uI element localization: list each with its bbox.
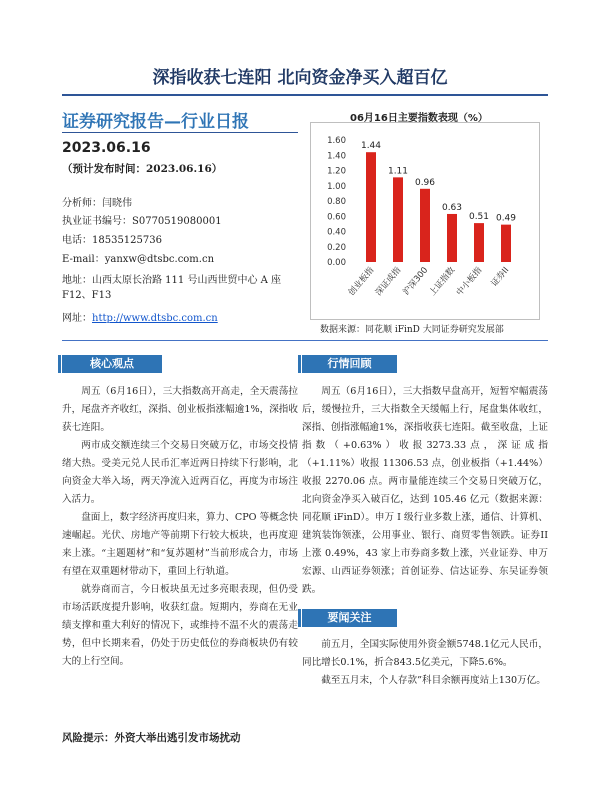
bar-value-label: 1.44: [360, 141, 382, 152]
core-paragraph: 盘面上，数字经济再度归来，算力、CPO 等概念快速崛起。光伏、房地产等前期下行较大板块，也再度迎来上涨。“主题题材”和“复苏题材”当前形成合力，市场有望在双重题材带动下，重回上行轨道。: [62, 512, 298, 577]
website-line: [62, 311, 218, 326]
y-tick-label: 0.60: [327, 212, 346, 223]
category-label: 创业板指: [346, 265, 377, 298]
email: E-mail：yanxw@dtsbc.com.cn: [62, 254, 215, 265]
news-body: [302, 636, 548, 690]
phone: 电话：18535125736: [62, 235, 162, 246]
chart-source: 数据来源：同花顺 iFinD 大同证券研究发展部: [320, 325, 504, 335]
index-performance-chart: [310, 122, 540, 320]
bar-value-label: 0.63: [441, 202, 463, 213]
core-paragraph: 就券商而言，今日板块虽无过多亮眼表现，但仍受市场活跃度提升影响，收获红盘。短期内，券商在无业绩支撑和重大利好的情况下，或维持不温不火的震荡走势，但中长期来看，仍处于历史低位的券商板块仍有较大的上行空间。: [62, 584, 298, 667]
news-heading: 要闻关注: [302, 609, 397, 627]
report-date: 2023.06.16: [62, 140, 151, 156]
core-view-body: [62, 383, 298, 671]
y-tick-label: 0.80: [327, 197, 346, 207]
bar: [501, 225, 511, 262]
category-label: 证券II: [489, 265, 512, 289]
website-label: 网址：: [62, 313, 92, 324]
core-view-heading: 核心观点: [62, 355, 162, 373]
report-headline: 深指收获七连阳 北向资金净买入超百亿: [152, 68, 448, 88]
report-type-title: 证券研究报告—行业日报: [62, 112, 249, 132]
website-link[interactable]: http://www.dtsbc.com.cn: [92, 313, 218, 324]
title-divider: [62, 132, 298, 133]
address: 地址：山西太原长治路 111 号山西世贸中心 A 座F12、F13: [62, 275, 282, 301]
category-label: 深证成指: [373, 265, 404, 298]
bar: [474, 223, 484, 262]
y-tick-label: 0.40: [327, 227, 346, 238]
bar-value-label: 1.11: [387, 166, 409, 177]
bar: [366, 152, 376, 262]
category-label: 中小板指: [454, 265, 485, 298]
y-tick-label: 0.20: [327, 242, 346, 253]
review-paragraph: 周五（6月16日），三大指数早盘高开，短暂窄幅震荡后，缓慢拉升，三大指数全天缓幅上行，尾盘集体收红，深指、创指涨幅逾1%，深指收获七连阳。截至收盘，上证指数（+0.63%）收报3273.33点，深证成指（+1.11%）收报 11306.53 点，创业板指（+1.44%）收报 2270.06 点。两市量能连续三个交易日突破万亿，北向资金净买入破百亿，达到 105.46 亿元（数据来源：同花顺 iFinD）。申万 I 级行业多数上涨，通信、计算机、建筑装饰领涨，公用事业、银行、商贸零售领跌。证券II上涨 0.49%，43 家上市券商多数上涨，兴业证券、申万宏源、山西证券领涨；首创证券、信达证券、东吴证券领跌。: [302, 386, 548, 595]
bar-value-label: 0.49: [495, 213, 517, 224]
section-divider: [62, 340, 548, 341]
y-tick-label: 1.00: [327, 181, 346, 192]
market-review-body: [302, 383, 548, 599]
category-label: 上证指数: [427, 265, 458, 298]
bar: [420, 189, 430, 262]
bar-value-label: 0.51: [468, 212, 490, 223]
publish-time: （预计发布时间：2023.06.16）: [62, 163, 223, 175]
bar-value-label: 0.96: [414, 177, 436, 188]
header-divider: [62, 94, 548, 96]
y-tick-label: 1.40: [327, 151, 346, 162]
analyst-name: 分析师：闫晓伟: [62, 198, 132, 209]
market-review-heading: 行情回顾: [302, 355, 397, 373]
y-tick-label: 1.20: [327, 166, 346, 177]
y-tick-label: 1.60: [327, 136, 346, 146]
core-paragraph: 两市成交额连续三个交易日突破万亿，市场交投情绪大热。受美元兑人民币汇率近两日持续下行影响，北向资金大举入场，两天净流入近两百亿，再度为市场注入活力。: [62, 440, 298, 505]
news-item: 前五月，全国实际使用外资金额5748.1亿元人民币，同比增长0.1%，折合843.5亿美元，下降5.6%。: [302, 639, 548, 668]
chart-title: 06月16日主要指数表现（%）: [350, 113, 488, 124]
y-tick-label: 0.00: [327, 258, 346, 268]
news-item: 截至五月末，个人存款”科目余额再度站上130万亿。: [321, 675, 546, 686]
bar: [447, 214, 457, 262]
category-label: 沪深300: [401, 265, 431, 298]
bar: [393, 177, 403, 262]
risk-warning: 风险提示：外资大举出逃引发市场扰动: [62, 732, 241, 744]
core-paragraph: 周五（6月16日），三大指数高开高走，全天震荡拉升，尾盘齐齐收红，深指、创业板指涨幅逾1%，深指收获七连阳。: [62, 386, 298, 433]
license-number: 执业证书编号：S0770519080001: [62, 216, 222, 227]
